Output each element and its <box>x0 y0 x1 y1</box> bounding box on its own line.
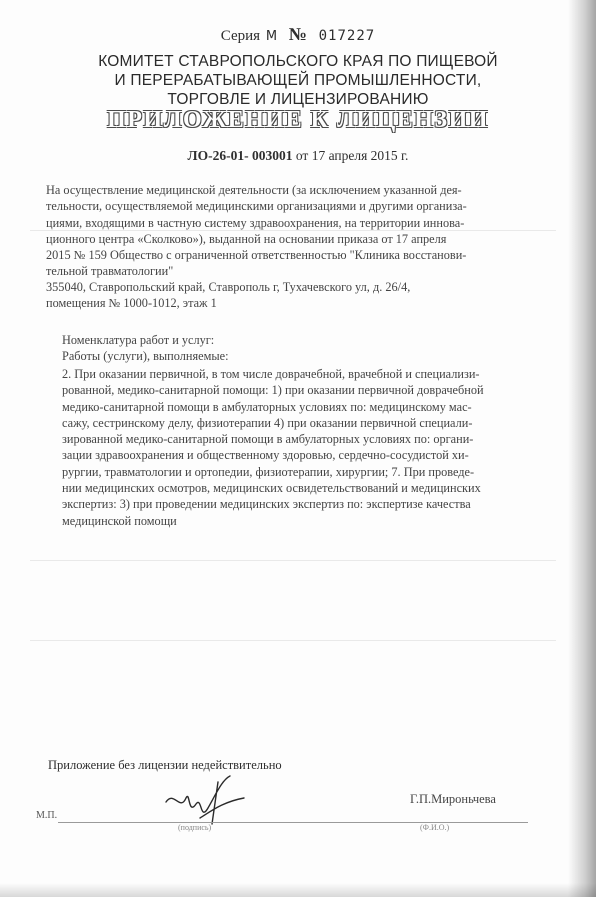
committee-line: КОМИТЕТ СТАВРОПОЛЬСКОГО КРАЯ ПО ПИЩЕВОЙ <box>98 53 498 70</box>
text-line: сажу, сестринскому делу, физиотерапии 4) при оказании первичной специали- <box>62 415 473 430</box>
text-line: медицинской помощи <box>62 513 177 528</box>
scan-edge-shadow <box>0 883 596 897</box>
committee-line: И ПЕРЕРАБАТЫВАЮЩЕЙ ПРОМЫШЛЕННОСТИ, <box>114 72 482 89</box>
text-line: медико-санитарной помощи в амбулаторных условиях по: медицинскому мас- <box>62 399 472 414</box>
stamp-label: М.П. <box>36 810 58 821</box>
license-date: от 17 апреля 2015 г. <box>295 148 409 163</box>
page-title: ПРИЛОЖЕНИЕ К ЛИЦЕНЗИИ <box>107 107 489 133</box>
issuing-committee <box>0 52 596 109</box>
text-line: На осуществление медицинской деятельности (за исключением указанной дея- <box>46 183 462 197</box>
text-line: помещения № 1000-1012, этаж 1 <box>46 296 217 311</box>
license-number-line <box>0 148 596 164</box>
series-label: Серия <box>220 28 261 44</box>
committee-line: ТОРГОВЛЕ И ЛИЦЕНЗИРОВАНИЮ <box>167 91 429 108</box>
address-paragraph <box>46 279 556 312</box>
text-line: 2015 № 159 Общество с ограниченной ответственностью "Клиника восстанови- <box>46 248 467 263</box>
text-line: 2. При оказании первичной, в том числе доврачебной, врачебной и специализи- <box>62 367 480 381</box>
text-line: экспертиз: 3) при проведении медицинских экспертиз по: экспертизе качества <box>62 497 471 512</box>
signature-line <box>58 822 528 823</box>
purpose-paragraph <box>46 182 556 280</box>
text-line: зированной медико-санитарной помощи в амбулаторных условиях по: органи- <box>62 432 474 447</box>
services-paragraph <box>62 366 556 529</box>
series-letter: М <box>265 29 278 44</box>
text-line: зации здравоохранения и общественному здоровью, сердечно-сосудистой хи- <box>62 448 469 463</box>
series-header <box>0 24 596 45</box>
validity-note: Приложение без лицензии недействительно <box>48 758 282 772</box>
name-caption: (Ф.И.О.) <box>420 823 450 832</box>
text-line: рургии, травматологии и ортопедии, физиотерапии, хирургии; 7. При проведе- <box>62 464 475 479</box>
text-line: ционного центра «Сколково»), выданной на основании приказа от 17 апреля <box>46 231 447 246</box>
text-line: тельной травматологии" <box>46 264 174 279</box>
scan-artifact <box>30 640 556 641</box>
signer-name: Г.П.Мироньчева <box>410 792 496 806</box>
text-line: Работы (услуги), выполняемые: <box>62 349 229 364</box>
number-sign: № <box>288 24 307 44</box>
nomenclature-heading <box>62 332 556 365</box>
text-line: 355040, Ставропольский край, Ставрополь г, Тухачевского ул, д. 26/4, <box>46 280 411 294</box>
series-number: 017227 <box>318 28 376 44</box>
license-number: ЛО-26-01- 003001 <box>187 148 293 163</box>
scan-edge-shadow <box>568 0 596 897</box>
text-line: тельности, осуществляемой медицинскими организациями и другими организа- <box>46 199 467 214</box>
signature-caption: (подпись) <box>178 823 212 832</box>
scan-artifact <box>30 560 556 561</box>
text-line: рованной, медико-санитарной помощи: 1) при оказании первичной доврачебной <box>62 383 484 398</box>
text-line: Номенклатура работ и услуг: <box>62 333 215 347</box>
text-line: нии медицинских осмотров, медицинских освидетельствований и медицинских <box>62 481 481 496</box>
text-line: циями, входящими в частную систему здравоохранения, на территории иннова- <box>46 215 465 230</box>
